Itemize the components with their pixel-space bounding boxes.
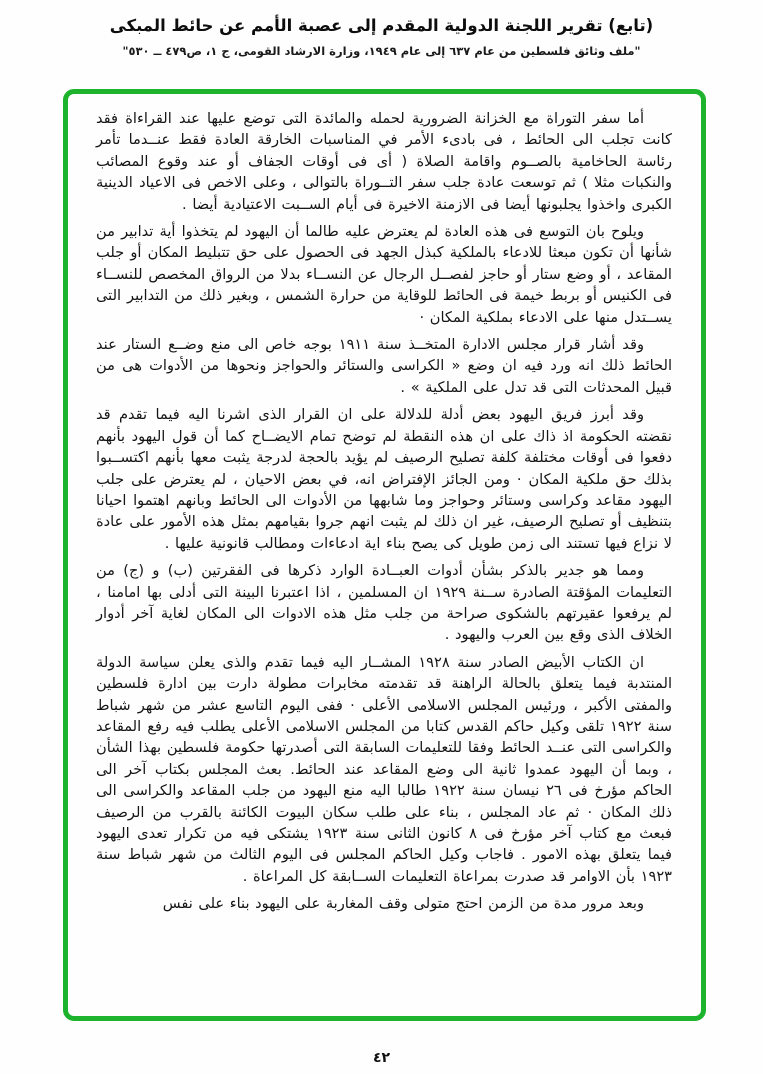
body-paragraph: أما سفر التوراة مع الخزانة الضرورية لحمله والمائدة التى توضع عليها عند القراءاة فقد كانت تجلب الى الحائط ، فى بادىء الأمر في المناسبات الخارقة العادة فقط عنــدما تأمر رئاسة الحاخامية بالصــوم واقامة الصلاة ( أى فى أوقات الجفاف أو عند وقوع المصائب والنكبات مثلا ) ثم توسعت عادة جلب سفر التــوراة بالتوالى ، وعلى الاخص فى الاعياد الدينية الكبرى واخذوا يجلبونها أيضا فى الازمنة الاخيرة فى أيام الســبت الاعتيادية أيضا . xyxy=(96,110,672,213)
document-body xyxy=(68,96,688,1014)
document-title: (تابع) تقرير اللجنة الدولية المقدم إلى عصبة الأمم عن حائط المبكى xyxy=(109,16,654,35)
body-paragraph: ان الكتاب الأبيض الصادر سنة ١٩٢٨ المشــار اليه فيما تقدم والذى يعلن سياسة الدولة المنتدبة فيما يتعلق بالحالة الراهنة قد تقدمته مخابرات مطولة دارت بين ادارة فلسطين والمفتى الأكبر ، ورئيس المجلس الاسلامى الأعلى · ففى اليوم التاسع عشر من شهر شباط سنة ١٩٢٢ تلقى وكيل حاكم القدس كتابا من المجلس الاسلامى الأعلى يطلب فيه رفع المقاعد والكراسى التى عنــد الحائط وفقا للتعليمات السابقة التى أصدرتها حكومة فلسطين بهذا الشأن ، وبما أن اليهود عمدوا ثانية الى وضع المقاعد عند الحائط. بعث المجلس بكتاب آخر الى الحاكم مؤرخ فى ٢٦ نيسان سنة ١٩٢٢ طالبا اليه منع اليهود من جلب المقاعد والكراسى الى ذلك المكان · ثم عاد المجلس ، بناء على طلب سكان البيوت الكائنة بالقرب من الرصيف فبعث مع كتاب آخر مؤرخ فى ٨ كانون الثانى سنة ١٩٢٣ يشتكى فيه من تكرار تعدى اليهود فيما يتعلق بهذه الامور . فاجاب وكيل الحاكم المجلس فى اليوم الثالث من شهر شباط سنة ١٩٢٣ بأن الاوامر قد صدرت بمراعاة التعليمات الســابقة كل المراعاة . xyxy=(96,653,672,885)
body-paragraph: وقد أبرز فريق اليهود بعض أدلة للدلالة على ان القرار الذى اشرنا اليه فيما تقدم قد نقضته الحكومة اذ ذاك على ان هذه النقطة لم توضح تمام الايضــاح كما أن قول اليهود بأنهم دفعوا فى أوقات مختلفة كلفة تصليح الرصيف لم يؤيد بالحجة لدرجة يثبت معها بأنهم اكتســبوا بذلك حق ملكية المكان · ومن الجائز الإفتراض انه، في بعض الاحيان ، لم يعترض على جلب اليهود مقاعد وكراسى وستائر وحواجز وما شابهها من الأدوات الى الحائط وبانهم اهتموا احيانا بتنظيف أو تصليح الرصيف، غير ان ذلك لم يثبت انهم جروا بقيامهم بمثل هذه الأمور على عادة لا نزاع فيها تستند الى زمن طويل كى يصح بناء اية ادعاءات ومطالب قانونية عليها . xyxy=(96,406,672,552)
body-paragraph: وقد أشار قرار مجلس الادارة المتخــذ سنة ١٩١١ بوجه خاص الى منع وضــع الستار عند الحائط ذلك انه ورد فيه ان وضع « الكراسى والستائر والحواجز ونحوها من الأدوات هى من قبيل المحدثات التى قد تدل على الملكية » . xyxy=(96,336,672,396)
document-source-citation: "ملف وثائق فلسطين من عام ٦٣٧ إلى عام ١٩٤٩، وزارة الارشاد القومى، ج ١، ص٤٧٩ ــ ٥٣٠" xyxy=(122,44,641,58)
body-paragraph: وبعد مرور مدة من الزمن احتج متولى وقف المغاربة على اليهود بناء على نفس xyxy=(162,895,644,913)
body-paragraph: ومما هو جدير بالذكر بشأن أدوات العبــادة الوارد ذكرها فى الفقرتين (ب) و (ج) من التعليمات المؤقتة الصادرة ســنة ١٩٢٩ ان المسلمين ، اذا اعتبرنا البينة التى أدلى بها امامنا ، لم يرفعوا عقيرتهم بالشكوى صراحة من جلب مثل هذه الادوات الى المكان لغاية آخر أدوار الخلاف الذى وقع بين العرب واليهود . xyxy=(96,562,673,644)
body-paragraph: ويلوح بان التوسع فى هذه العادة لم يعترض عليه طالما أن اليهود لم يتخذوا أية تدابير من شأنها أن تكون مبعثا للادعاء بالملكية كبذل الجهد فى الحصول على حق تتبليط المكان أو جلب المقاعد ، أو وضع ستار أو حاجز لفصــل الرجال عن النســاء بدلا من الرواق المخصص للنســاء فى الكنيس أو بربط خيمة فى الحائط للوقاية من حرارة الشمس ، وبغير ذلك من التدابير التى يســتدل منها على الادعاء بملكية المكان · xyxy=(96,223,672,326)
page-footer xyxy=(0,1047,763,1066)
page-header xyxy=(0,16,763,58)
page-number: ٤٢ xyxy=(372,1050,391,1066)
